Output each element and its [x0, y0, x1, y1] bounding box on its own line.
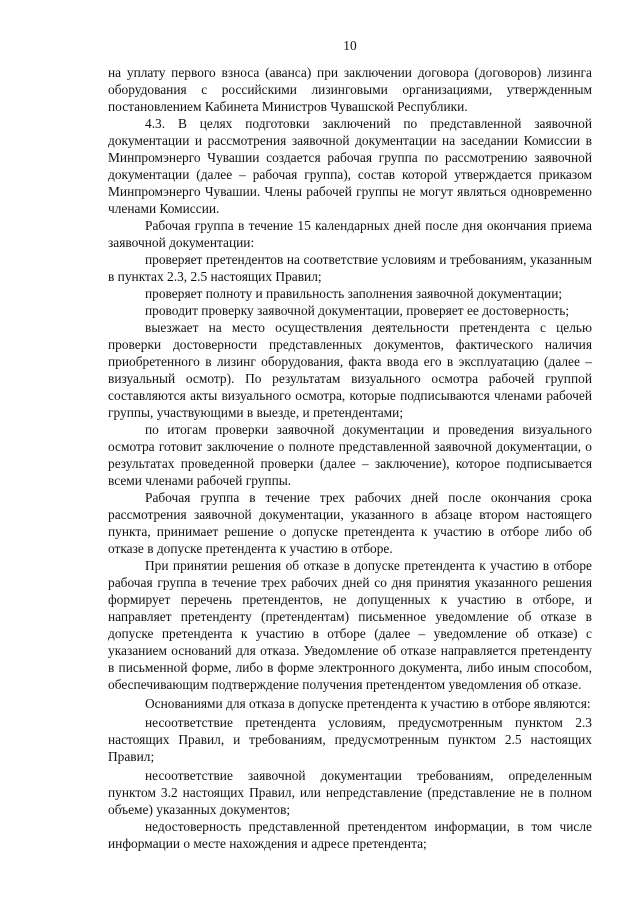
- paragraph-checks-completeness: проверяет полноту и правильность заполнения заявочной документации;: [145, 286, 563, 301]
- paragraph-ground-unreliable-info: недостоверность представленной претендентом информации, в том числе информации о месте нахождения и адресе претендента;: [108, 819, 592, 851]
- paragraph-checks-applicants: проверяет претендентов на соответствие условиям и требованиям, указанным в пунктах 2.3, 2.5 настоящих Правил;: [108, 252, 592, 284]
- paragraph-ground-applicant-mismatch: несоответствие претендента условиям, предусмотренным пунктом 2.3 настоящих Правил, и требованиям, предусмотренным пунктом 2.5 настоящих Правил;: [108, 715, 592, 764]
- paragraph-prepares-conclusion: по итогам проверки заявочной документации и проведения визуального осмотра готовит заключение о полноте представленной заявочной документации, о результатах проведенной проверки (далее – заключение), которое подписывается всеми членами рабочей группы.: [108, 422, 592, 488]
- paragraph-4-3-working-group: 4.3. В целях подготовки заключений по представленной заявочной документации и рассмотрения заявочной документации на заседании Комиссии в Минпромэнерго Чувашии создается рабочая группа по рассмотрению заявочной документации (далее – рабочая группа), состав которой утверждается приказом Минпромэнерго Чувашии. Члены рабочей группы не могут являться одновременно членами Комиссии.: [108, 116, 592, 216]
- paragraph-refusal-grounds: Основаниями для отказа в допуске претендента к участию в отборе являются:: [145, 696, 591, 711]
- paragraph-working-group-15-days: Рабочая группа в течение 15 календарных дней после дня окончания приема заявочной документации:: [108, 218, 592, 250]
- paragraph-checks-reliability: проводит проверку заявочной документации, проверяет ее достоверность;: [145, 303, 570, 318]
- paragraph-refusal-notice: При принятии решения об отказе в допуске претендента к участию в отборе рабочая группа в течение трех рабочих дней со дня принятия указанного решения формирует перечень претендентов, не допущенных к участию в отборе, и направляет претенденту (претендентам) письменное уведомление об отказе в допуске претендента к участию в отборе (далее – уведомление об отказе) с указанием оснований для отказа. Уведомление об отказе направляется претенденту в письменной форме, либо в форме электронного документа, либо иным способом, обеспечивающим подтверждение получения претендентом уведомления об отказе.: [108, 558, 592, 692]
- paragraph-admission-decision: Рабочая группа в течение трех рабочих дней после окончания срока рассмотрения заявочной документации, указанного в абзаце втором настоящего пункта, принимает решение о допуске претендента к участию в отборе либо об отказе в допуске претендента к участию в отборе.: [108, 490, 592, 556]
- page-number: 10: [343, 38, 357, 53]
- paragraph-visual-inspection: выезжает на место осуществления деятельности претендента с целью проверки достоверности представленных документов, фактического наличия приобретенного в лизинг оборудования, факта ввода его в эксплуатацию (далее – визуальный осмотр). По результатам визуального осмотра рабочей группой составляются акты визуального осмотра, которые подписываются членами рабочей группы, участвующими в выезде, и претендентами;: [108, 320, 592, 420]
- paragraph-ground-documents-mismatch: несоответствие заявочной документации требованиям, определенным пунктом 3.2 настоящих Правил, или непредставление (представление не в полном объеме) указанных документов;: [108, 768, 592, 817]
- paragraph-lizing-continuation: на уплату первого взноса (аванса) при заключении договора (договоров) лизинга оборудования с российскими лизинговыми организациями, утвержденным постановлением Кабинета Министров Чувашской Республики.: [108, 65, 592, 114]
